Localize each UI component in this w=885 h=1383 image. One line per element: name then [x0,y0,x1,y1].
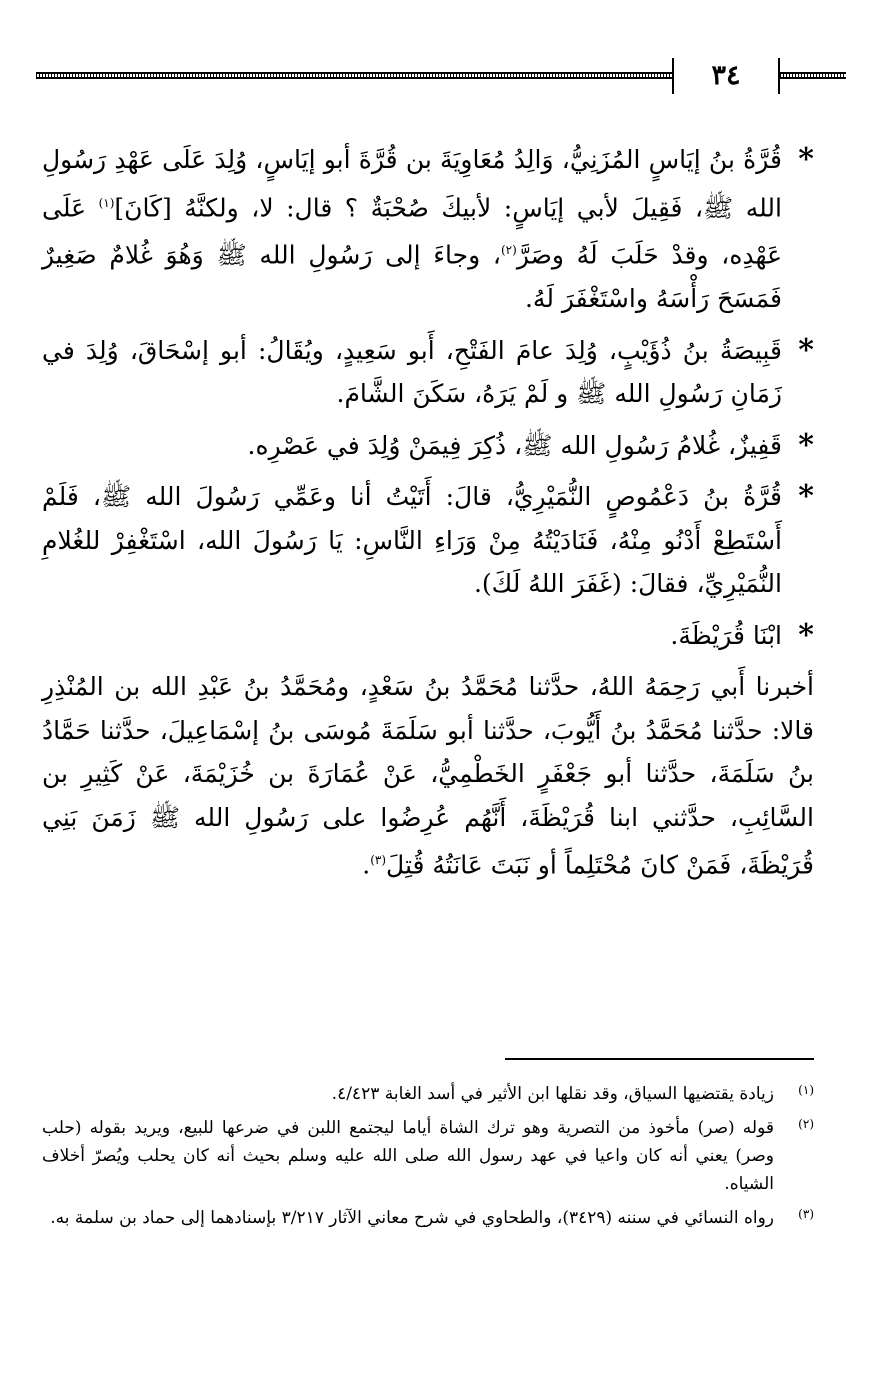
entry-text: قُرَّةُ بنُ إيَاسٍ المُزَنِيُّ، وَالِدُ مُعَاوِيَةَ بن قُرَّةَ أبو إيَاسٍ، وُلِدَ عَلَى عَهْدِ رَسُولِ الله ﷺ، فَقِيلَ لأبي إيَاسٍ: لأبيكَ صُحْبَةٌ ؟ قال: لا، ولكنَّهُ [كَانَ] [42,145,782,222]
footnote-text: رواه النسائي في سننه (٣٤٢٩)، والطحاوي في شرح معاني الآثار ٣/٢١٧ بإسنادهما إلى حماد بن سلمة به. [50,1208,774,1228]
footnote-number: (١) [798,1083,814,1097]
entry-qafiz [42,424,814,468]
footnote-number: (٣) [798,1207,814,1221]
entry-ibna-qurayza [42,614,814,658]
entry-text-cont: عَلَى عَهْدِه، وقدْ حَلَبَ لَهُ وصَرَّ [42,192,782,270]
footnotes [42,1080,814,1238]
entry-qurra-bin-iyas [42,138,814,321]
asterisk-icon: * [798,332,814,368]
footnote-ref[interactable]: (٢) [500,243,517,258]
footnote-3 [42,1204,814,1232]
paragraph-end: . [362,850,371,880]
entry-text-cont: ، وجاءَ إلى رَسُولِ الله ﷺ وَهُوَ غُلامٌ صَغِيرٌ فَمَسَحَ رَأْسَهُ واسْتَغْفَرَ لَهُ. [42,240,782,314]
footnote-1 [42,1080,814,1108]
hadith-paragraph [42,665,814,887]
main-text [42,138,814,887]
footnote-number: (٢) [798,1117,814,1131]
asterisk-icon: * [798,142,814,177]
entry-qabisa [42,329,814,416]
header-rule-left [36,72,672,79]
entry-text: ابْنَا قُرَيْظَةَ. [670,620,782,650]
entry-text: قَفِيزٌ، غُلامُ رَسُولِ الله ﷺ، ذُكِرَ فِيمَنْ وُلِدَ في عَصْرِه. [247,430,782,460]
entry-text: قَبِيصَةُ بنُ ذُؤَيْبٍ، وُلِدَ عامَ الفَتْحِ، أَبو سَعِيدٍ، ويُقَالُ: أبو إسْحَاقَ، وُلِدَ في زَمَانِ رَسُولِ الله ﷺ و لَمْ يَرَهُ، سَكَنَ الشَّامَ. [42,335,782,409]
paragraph-text: أخبرنا أَبي رَحِمَهُ اللهُ، حدَّثنا مُحَمَّدُ بنُ سَعْدٍ، ومُحَمَّدُ بنُ عَبْدِ الله بن المُنْذِرِ قالا: حدَّثنا مُحَمَّدُ بنُ أَيُّوبَ، حدَّثنا أبو سَلَمَةَ مُوسَى بنُ إسْمَاعِيلَ، حدَّثنا حَمَّادُ بنُ سَلَمَةَ، حدَّثنا أبو جَعْفَرٍ الخَطْمِيُّ، عَنْ عُمَارَةَ بن خُزَيْمَةَ، عَنْ كَثِيرِ بن السَّائِبِ، حدَّثني ابنا قُرَيْظَةَ، أَنَّهُم عُرِضُوا على رَسُولِ الله ﷺ زَمَنَ بَنِي قُرَيْظَةَ، فَمَنْ كانَ مُحْتَلِماً أو نَبَتَ عَانَتُهُ قُتِلَ [42,672,814,880]
header-rule-right [780,72,846,79]
footnote-ref[interactable]: (١) [98,195,115,210]
entry-qurra-bin-damus [42,475,814,606]
entry-text: قُرَّةُ بنُ دَعْمُوصٍ النُّمَيْرِيُّ، قالَ: أَتَيْتُ أنا وعَمِّي رَسُولَ الله ﷺ، فَلَمْ أَسْتَطِعْ أَدْنُو مِنْهُ، فَنَادَيْتُهُ مِنْ وَرَاءِ النَّاسِ: يَا رَسُولَ الله، اسْتَغْفِرْ للغُلامِ النُّمَيْرِيِّ، فقالَ: (غَفَرَ اللهُ لَكَ). [42,482,782,599]
footnote-2 [42,1114,814,1198]
footnote-ref[interactable]: (٣) [370,853,387,868]
page-number: ٣٤ [711,60,741,91]
header-divider [672,58,674,94]
page-header [36,58,846,94]
asterisk-icon: * [798,617,814,653]
asterisk-icon: * [798,427,814,463]
asterisk-icon: * [798,479,814,515]
footnote-text: زيادة يقتضيها السياق، وقد نقلها ابن الأثير في أسد الغابة ٤/٤٢٣. [331,1084,774,1104]
footnote-separator [505,1058,814,1060]
footnote-text: قوله (صر) مأخوذ من التصرية وهو ترك الشاة أياما ليجتمع اللبن في ضرعها للبيع، ويريد بقوله (حلب وصر) يعني أنه كان واعيا في عهد رسول الله صلى الله عليه وسلم بحيث أنه كان يحلب ويُصرّ أخلاف الشياه. [42,1118,774,1194]
